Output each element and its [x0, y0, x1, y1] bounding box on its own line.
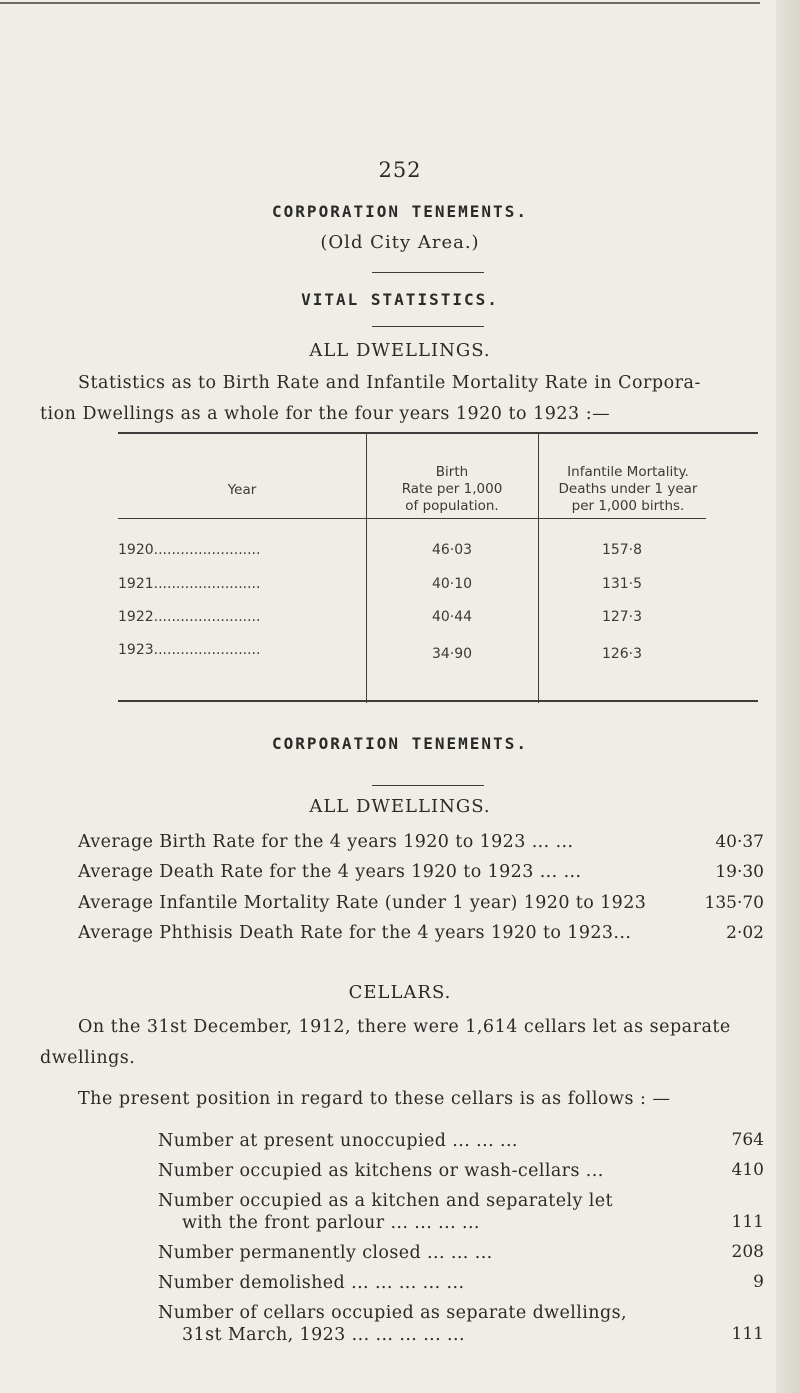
- year-1923: 1923: [118, 642, 154, 658]
- birth-rate-1922: 40·44: [431, 609, 473, 625]
- cellars-paragraph: [40, 1012, 780, 1074]
- row-year: 1921........................: [118, 576, 261, 592]
- cellars-line-1: On the 31st December, 1912, there were 1,614 cellars let as separate: [78, 1017, 731, 1037]
- cellar-label-line-2: 31st March, 1923 ... ... ... ... ...: [182, 1325, 465, 1345]
- cellar-label-line-1: Number of cellars occupied as separate dwellings,: [158, 1303, 627, 1323]
- row-year: 1922........................: [118, 609, 261, 625]
- cellar-label: [158, 1160, 728, 1182]
- heading-vital-statistics: VITAL STATISTICS.: [301, 290, 499, 309]
- cellar-value: 9: [753, 1272, 764, 1292]
- top-border-line: [0, 2, 760, 4]
- header-birth-line-1: Birth: [435, 464, 469, 480]
- heading-corporation-tenements: CORPORATION TENEMENTS.: [272, 202, 528, 221]
- heading-corporation-tenements-2: CORPORATION TENEMENTS.: [272, 734, 528, 753]
- average-label: Average Birth Rate for the 4 years 1920 to 1923 ... ...: [78, 832, 574, 852]
- infant-rate-1921: 131·5: [601, 576, 643, 592]
- cellar-label: [158, 1190, 728, 1234]
- table-bottom-rule: [118, 700, 758, 702]
- cellar-label-line-1: Number occupied as kitchens or wash-cellars ...: [158, 1161, 604, 1181]
- year-1921: 1921: [118, 576, 154, 592]
- header-infantile-mortality: [538, 464, 718, 515]
- average-value: 19·30: [715, 862, 764, 882]
- cellar-label-line-1: Number at present unoccupied ... ... ...: [158, 1131, 518, 1151]
- cellar-label-line-1: Number occupied as a kitchen and separately let: [158, 1191, 613, 1211]
- divider-rule: [372, 326, 484, 327]
- birth-rate-1920: 46·03: [431, 542, 473, 558]
- average-value: 2·02: [726, 923, 764, 943]
- row-year: 1923........................: [118, 642, 261, 658]
- intro-line-2: tion Dwellings as a whole for the four years 1920 to 1923 :—: [40, 404, 611, 424]
- intro-line-1: Statistics as to Birth Rate and Infantile Mortality Rate in Corpora-: [78, 373, 701, 393]
- cellar-value: 208: [731, 1242, 764, 1262]
- header-infant-line-1: Infantile Mortality.: [567, 464, 689, 480]
- header-infant-line-3: per 1,000 births.: [571, 498, 685, 514]
- cellar-value: 111: [731, 1212, 764, 1232]
- statistics-table: [118, 432, 758, 703]
- birth-rate-1923: 34·90: [431, 646, 473, 662]
- infant-rate-1920: 157·8: [601, 542, 643, 558]
- cellar-label: [158, 1272, 728, 1294]
- cellar-value: 111: [731, 1324, 764, 1344]
- heading-cellars: CELLARS.: [348, 982, 452, 1003]
- year-1920: 1920: [118, 542, 154, 558]
- cellar-label-line-2: with the front parlour ... ... ... ...: [182, 1213, 480, 1233]
- average-label: Average Death Rate for the 4 years 1920 to 1923 ... ...: [78, 862, 582, 882]
- birth-rate-1921: 40·10: [431, 576, 473, 592]
- row-year: 1920........................: [118, 542, 261, 558]
- present-position-text: The present position in regard to these cellars is as follows : —: [78, 1089, 671, 1109]
- header-birth-rate: [366, 464, 538, 515]
- average-value: 40·37: [715, 832, 764, 852]
- average-label: Average Infantile Mortality Rate (under 1 year) 1920 to 1923: [78, 893, 647, 913]
- infant-rate-1923: 126·3: [601, 646, 643, 662]
- infant-rate-1922: 127·3: [601, 609, 643, 625]
- header-birth-line-2: Rate per 1,000: [401, 481, 503, 497]
- average-label: Average Phthisis Death Rate for the 4 years 1920 to 1923...: [78, 923, 632, 943]
- page-number: 252: [378, 158, 422, 182]
- cellar-value: 764: [731, 1130, 764, 1150]
- cellar-label-line-1: Number permanently closed ... ... ...: [158, 1243, 493, 1263]
- cellar-label: [158, 1242, 728, 1264]
- table-header-rule: [118, 518, 706, 519]
- cellar-label-line-1: Number demolished ... ... ... ... ...: [158, 1273, 465, 1293]
- divider-rule: [372, 785, 484, 786]
- cellar-label: [158, 1130, 728, 1152]
- intro-paragraph: [40, 368, 780, 430]
- year-1922: 1922: [118, 609, 154, 625]
- cellar-value: 410: [731, 1160, 764, 1180]
- header-year: Year: [227, 482, 257, 498]
- header-birth-line-3: of population.: [405, 498, 499, 514]
- divider-rule: [372, 272, 484, 273]
- cellars-line-2: dwellings.: [40, 1048, 136, 1068]
- cellar-label: [158, 1302, 728, 1346]
- average-value: 135·70: [704, 893, 764, 913]
- table-top-rule: [118, 432, 758, 434]
- heading-all-dwellings-2: ALL DWELLINGS.: [309, 796, 491, 817]
- heading-all-dwellings: ALL DWELLINGS.: [309, 340, 491, 361]
- subheading-old-city-area: (Old City Area.): [320, 232, 480, 253]
- header-infant-line-2: Deaths under 1 year: [558, 481, 698, 497]
